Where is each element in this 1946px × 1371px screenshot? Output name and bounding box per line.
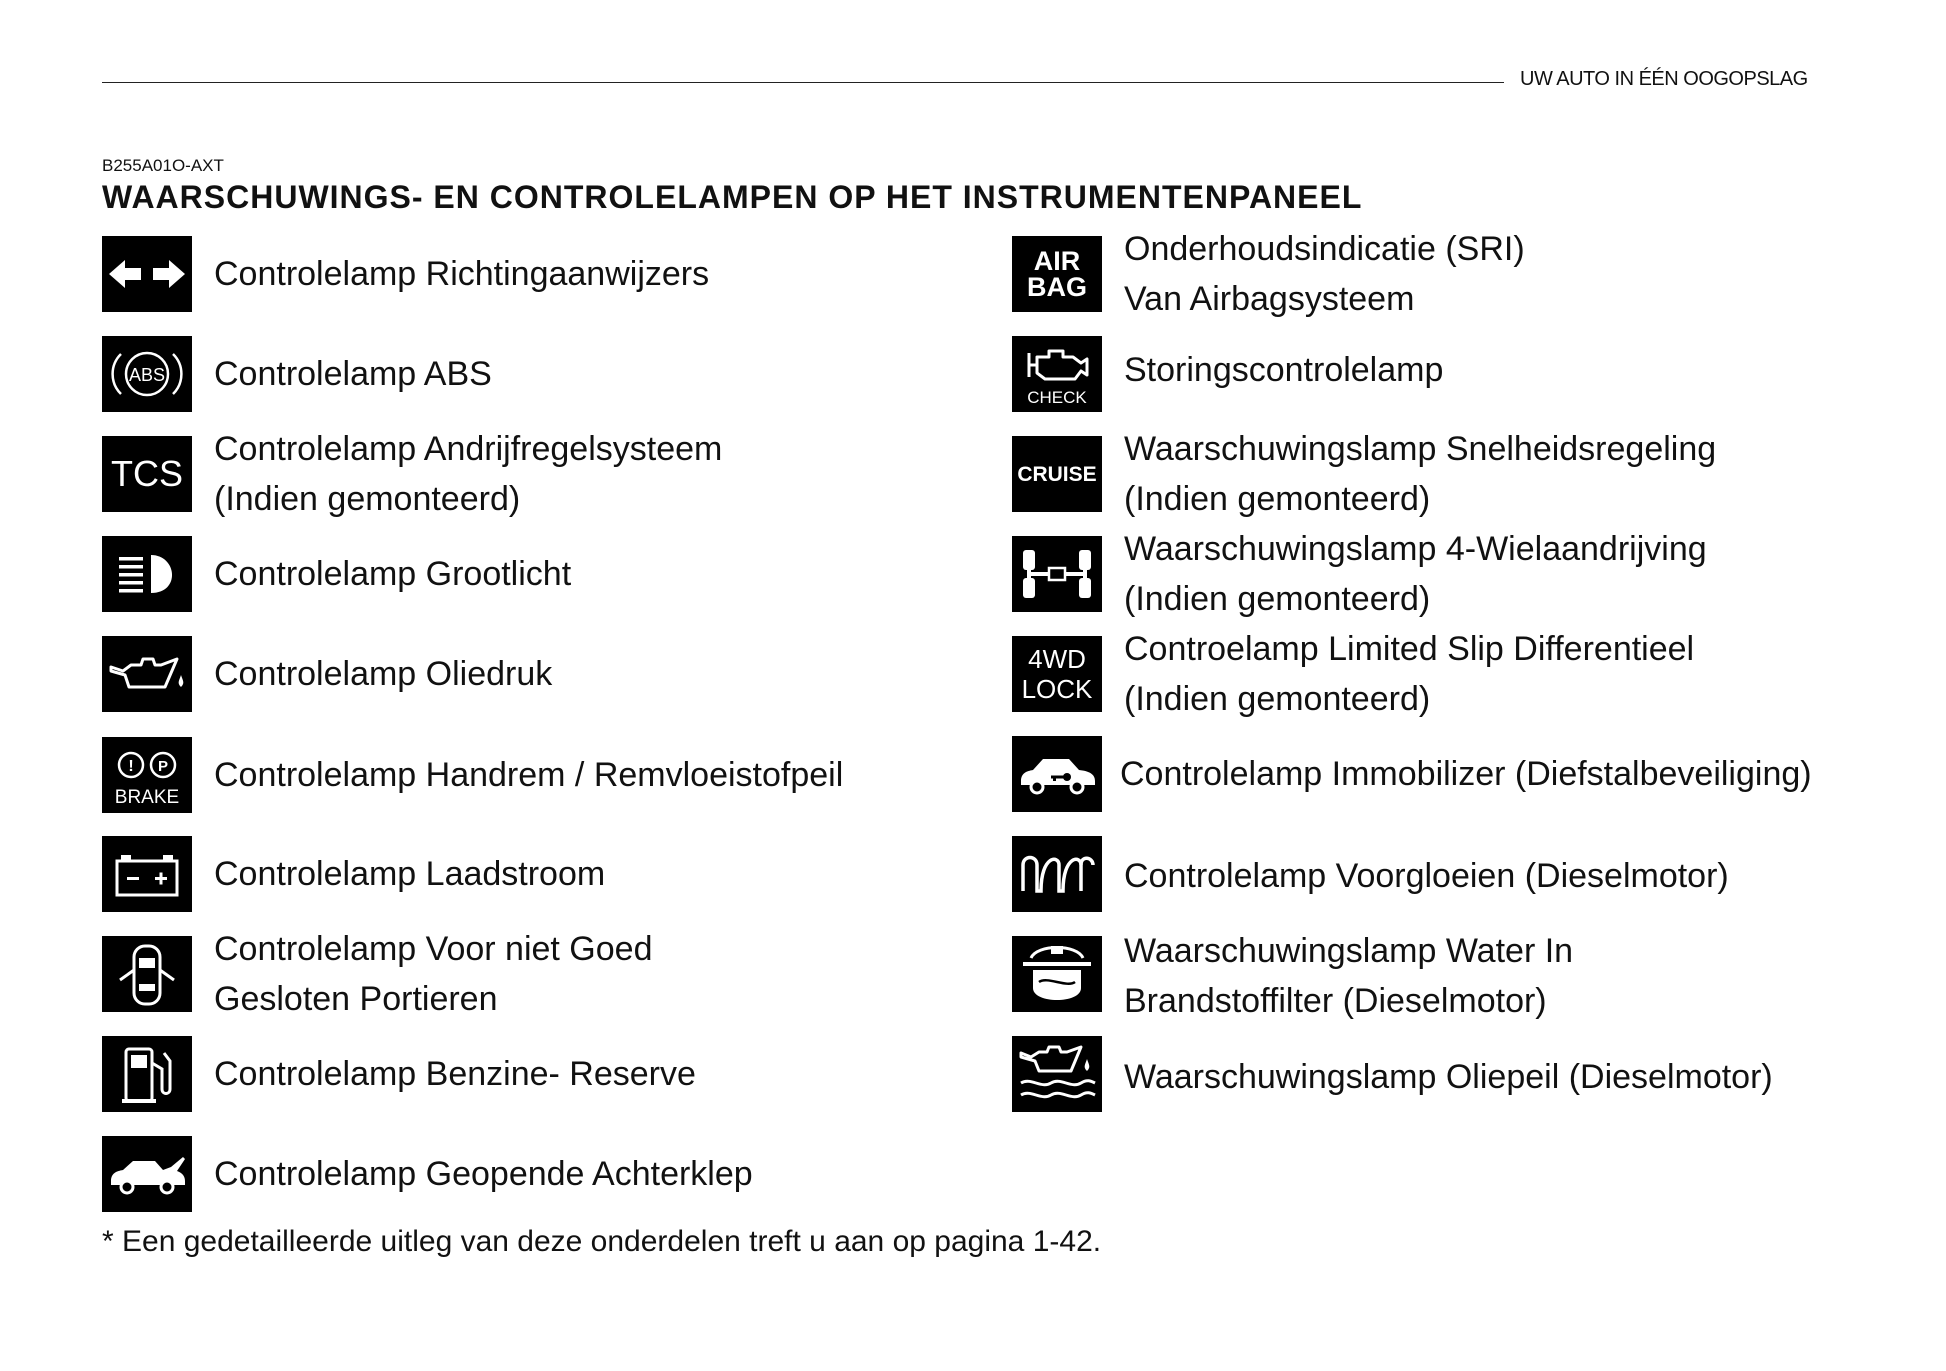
four-wheel-drive-icon bbox=[1012, 536, 1102, 612]
svg-text:P: P bbox=[157, 758, 169, 775]
indicator-label: Waarschuwingslamp Water In Brandstoffilter (Dieselmotor) bbox=[1124, 932, 1574, 1020]
indicator-label: Controlelamp Geopende Achterklep bbox=[214, 1155, 753, 1193]
oil-level-icon bbox=[1012, 1036, 1102, 1112]
brake-icon bbox=[102, 737, 192, 813]
abs-icon bbox=[102, 336, 192, 412]
indicator-label: Controlelamp Voorgloeien (Dieselmotor) bbox=[1124, 857, 1729, 895]
indicator-label: Controlelamp Richtingaanwijzers bbox=[214, 255, 710, 293]
trunk-open-icon bbox=[102, 1136, 192, 1212]
indicator-label: Onderhoudsindicatie (SRI) Van Airbagsysteem bbox=[1124, 230, 1525, 318]
glow-plug-icon bbox=[1012, 836, 1102, 912]
svg-text:CHECK: CHECK bbox=[1027, 388, 1087, 407]
fuel-pump-icon bbox=[102, 1036, 192, 1112]
indicator-label: Waarschuwingslamp Oliepeil (Dieselmotor) bbox=[1124, 1058, 1773, 1096]
battery-icon bbox=[102, 836, 192, 912]
section-header: UW AUTO IN ÉÉN OOGOPSLAG bbox=[1520, 68, 1808, 90]
svg-text:!: ! bbox=[128, 758, 134, 775]
high-beam-icon bbox=[102, 536, 192, 612]
indicator-label: Controlelamp ABS bbox=[214, 355, 492, 393]
door-ajar-icon bbox=[102, 936, 192, 1012]
indicator-label: Controlelamp Grootlicht bbox=[214, 555, 572, 593]
4wd-lock-icon: 4WD LOCK bbox=[1012, 636, 1102, 712]
indicator-label: Waarschuwingslamp Snelheidsregeling (Indien gemonteerd) bbox=[1124, 430, 1717, 518]
indicator-label: Waarschuwingslamp 4-Wielaandrijving (Indien gemonteerd) bbox=[1124, 530, 1707, 618]
indicator-label: Controlelamp Andrijfregelsysteem (Indien gemonteerd) bbox=[214, 430, 723, 518]
document-code: B255A01O-AXT bbox=[102, 156, 224, 175]
indicator-label: Controlelamp Benzine- Reserve bbox=[214, 1055, 696, 1093]
check-engine-icon bbox=[1012, 336, 1102, 412]
footnote: * Een gedetailleerde uitleg van deze onderdelen treft u aan op pagina 1-42. bbox=[102, 1225, 1102, 1258]
indicator-label: Storingscontrolelamp bbox=[1124, 351, 1444, 389]
page-title: WAARSCHUWINGS- EN CONTROLELAMPEN OP HET INSTRUMENTENPANEEL bbox=[102, 179, 1363, 215]
water-in-fuel-icon bbox=[1012, 936, 1102, 1012]
immobilizer-icon bbox=[1012, 736, 1102, 812]
cruise-icon: CRUISE bbox=[1012, 436, 1102, 512]
indicator-label: Controlelamp Handrem / Remvloeistofpeil bbox=[214, 756, 844, 794]
indicator-label: Controlelamp Immobilizer (Diefstalbeveiliging) bbox=[1120, 755, 1812, 793]
indicator-label: Controlelamp Oliedruk bbox=[214, 655, 553, 693]
oil-pressure-icon bbox=[102, 636, 192, 712]
svg-text:BRAKE: BRAKE bbox=[114, 787, 180, 808]
tcs-icon: TCS bbox=[102, 436, 192, 512]
turn-signal-arrows-icon bbox=[102, 236, 192, 312]
header-rule bbox=[102, 82, 1504, 83]
indicator-label: Controelamp Limited Slip Differentieel (Indien gemonteerd) bbox=[1124, 630, 1695, 718]
svg-text:ABS: ABS bbox=[128, 365, 166, 385]
indicator-label: Controlelamp Voor niet Goed Gesloten Portieren bbox=[214, 930, 653, 1018]
indicator-label: Controlelamp Laadstroom bbox=[214, 855, 606, 893]
airbag-icon: AIR BAG bbox=[1012, 236, 1102, 312]
